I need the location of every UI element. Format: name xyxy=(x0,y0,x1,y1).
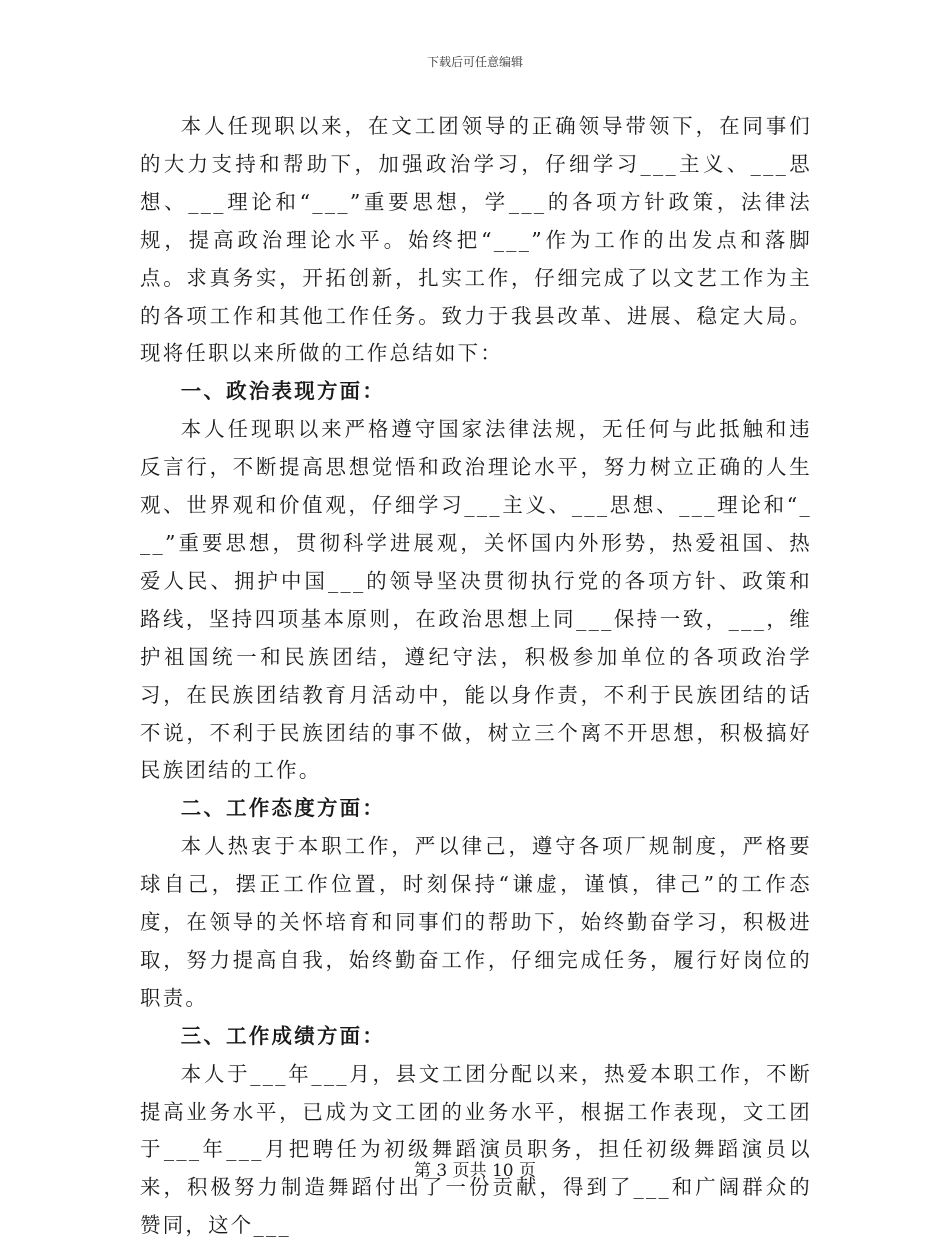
document-body xyxy=(140,108,812,1245)
section-heading-attitude: 二、工作态度方面： xyxy=(180,796,386,821)
section-heading-political: 一、政治表现方面： xyxy=(180,379,386,404)
section-paragraph-political: 本人任现职以来严格遵守国家法律法规，无任何与此抵触和违反言行，不断提高思想觉悟和政治理论水平，努力树立正确的人生观、世界观和价值观，仔细学习___主义、___思想、___理论和“___”重要思想，贯彻科学进展观，关怀国内外形势，热爱祖国、热爱人民、拥护中国___的领导坚决贯彻执行党的各项方针、政策和路线，坚持四项基本原则，在政治思想上同___保持一致，___，维护祖国统一和民族团结，遵纪守法，积极参加单位的各项政治学习，在民族团结教育月活动中，能以身作责，不利于民族团结的话不说，不利于民族团结的事不做，树立三个离不开思想，积极搞好民族团结的工作。 xyxy=(140,417,812,783)
section-heading-achievements: 三、工作成绩方面： xyxy=(180,1023,386,1048)
page-number: 第 3 页共 10 页 xyxy=(413,1161,537,1181)
intro-paragraph: 本人任现职以来，在文工团领导的正确领导带领下，在同事们的大力支持和帮助下，加强政治学习，仔细学习___主义、___思想、___理论和“___”重要思想，学___的各项方针政策，法律法规，提高政治理论水平。始终把“___”作为工作的出发点和落脚点。求真务实，开拓创新，扎实工作，仔细完成了以文艺工作为主的各项工作和其他工作任务。致力于我县改革、进展、稳定大局。现将任职以来所做的工作总结如下： xyxy=(140,114,812,366)
section-paragraph-achievements: 本人于___年___月，县文工团分配以来，热爱本职工作，不断提高业务水平，已成为文工团的业务水平，根据工作表现，文工团于___年___月把聘任为初级舞蹈演员职务，担任初级舞蹈演员以来，积极努力制造舞蹈付出了一份贡献，得到了___和广阔群众的赞同，这个___ xyxy=(140,1061,812,1238)
section-paragraph-attitude: 本人热衷于本职工作，严以律己，遵守各项厂规制度，严格要球自己，摆正工作位置，时刻保持“谦虚，谨慎，律己”的工作态度，在领导的关怀培育和同事们的帮助下，始终勤奋学习，积极进取，努力提高自我，始终勤奋工作，仔细完成任务，履行好岗位的职责。 xyxy=(140,834,812,1010)
page-header-note: 下载后可任意编辑 xyxy=(426,55,523,69)
